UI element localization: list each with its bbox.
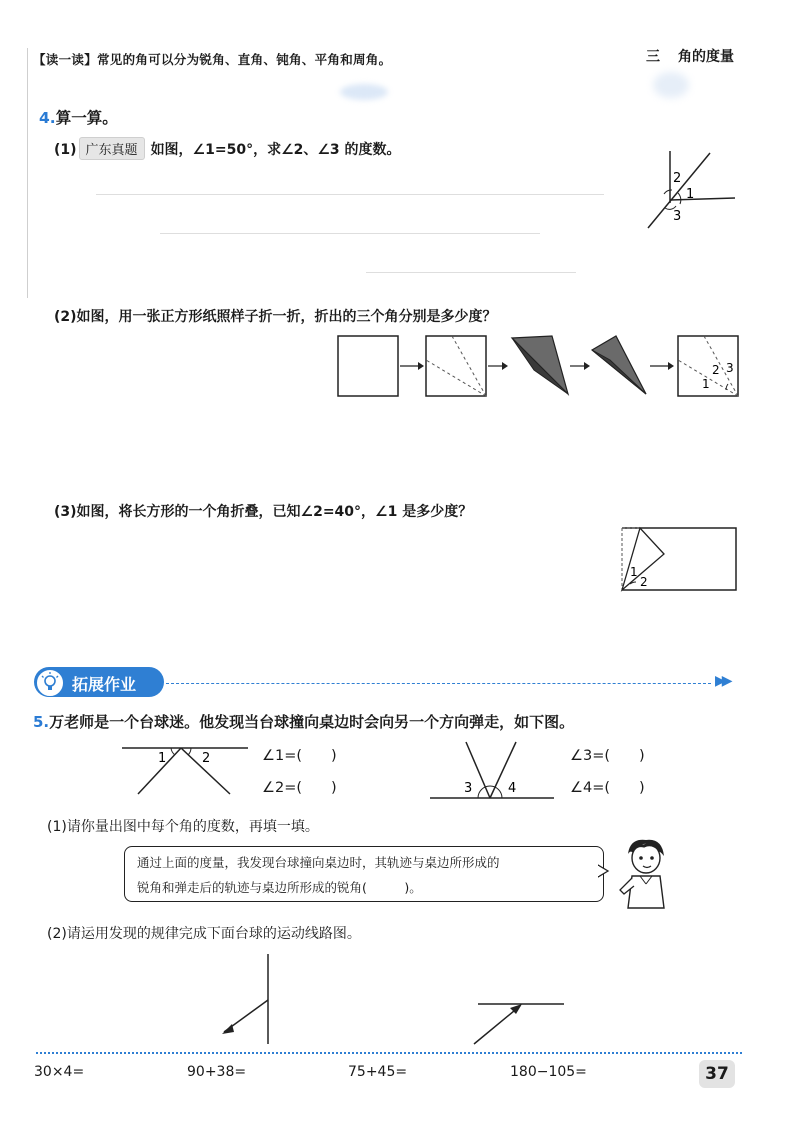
chapter-title: 角的度量 [678,49,734,65]
bubble-tail [598,864,610,878]
mental-calc-2: 90+38= [187,1064,247,1080]
extension-pill [34,667,164,697]
angle-label-2: 2 [640,575,648,589]
blank-angle-2[interactable]: ∠2=( ) [262,780,337,796]
paper-folding-figure [334,330,744,402]
billiard-figure-right [428,738,558,802]
billiard-task-2 [470,996,566,1048]
arrowhead [502,362,508,370]
question-5 [33,711,574,732]
arrowhead [418,362,424,370]
angle-arc [664,190,672,194]
angle-arc [678,193,681,204]
angle-label-3: 3 [726,361,734,375]
folded-paper-2 [592,336,646,394]
blank-angle-3[interactable]: ∠3=( ) [570,748,645,764]
q4-sub2: (2)如图，用一张正方形纸照样子折一折，折出的三个角分别是多少度？ [54,309,497,325]
answer-line[interactable] [160,233,540,234]
horizontal-ray [670,198,735,200]
question-title: 算一算。 [55,109,118,127]
angle-label-1: 1 [630,565,638,579]
q4-sub1 [54,137,401,160]
question-number: 4. [39,109,56,127]
angle-label-2: 2 [673,171,682,186]
square-paper [338,336,398,396]
answer-line[interactable] [96,194,604,195]
boy-avatar [614,836,674,912]
angle-label-2: 2 [712,363,720,377]
square-paper-fold-lines [426,336,486,396]
angle-label-3: 3 [673,209,682,224]
speech-bubble [124,846,604,902]
page-number: 37 [699,1060,735,1088]
blue-smudge [340,84,388,100]
extension-title: 拓展作业 [72,675,137,694]
question-text: 万老师是一个台球迷。他发现当台球撞向桌边时会向另一个方向弹走，如下图。 [49,713,575,731]
angle-label-4: 4 [508,781,517,796]
arrowhead [668,362,674,370]
bubble-line-2[interactable]: 锐角和弹走后的轨迹与桌边所形成的锐角( )。 [137,880,422,895]
answer-line[interactable] [366,272,576,273]
q5-sub2: (2)请运用发现的规律完成下面台球的运动线路图。 [47,926,361,942]
billiard-task-1 [214,950,278,1046]
mental-calc-4: 180−105= [510,1064,587,1080]
reading-tip: 【读一读】常见的角可以分为锐角、直角、钝角、平角和周角。 [33,52,392,67]
angle-arc [188,748,191,755]
lightbulb-icon [36,669,64,697]
angle-label-1: 1 [686,187,695,202]
arrowhead [584,362,590,370]
source-tag: 广东真题 [79,137,145,160]
bubble-line-1: 通过上面的度量，我发现台球撞向桌边时，其轨迹与桌边所形成的 [137,855,500,870]
angle-arc [171,748,175,755]
angle-label-1: 1 [158,751,167,766]
q4-sub3: (3)如图，将长方形的一个角折叠，已知∠2=40°，∠1 是多少度？ [54,504,473,520]
arrowhead [222,1024,234,1034]
question-4-title [39,106,118,128]
angle-label-2: 2 [202,751,211,766]
angle-label-1: 1 [702,377,710,391]
sub-label: (1) [54,142,77,158]
blank-angle-1[interactable]: ∠1=( ) [262,748,337,764]
mental-calc-3: 75+45= [348,1064,408,1080]
sub-text: 如图，∠1=50°，求∠2、∠3 的度数。 [150,142,401,158]
billiard-figure-left [118,738,252,798]
dashed-divider [166,683,711,684]
blue-smudge [653,72,689,98]
double-arrow-icon: ▶▶ [715,673,729,689]
margin-line [27,48,28,298]
intersecting-lines-figure [640,148,750,233]
chapter-heading [646,46,734,66]
chapter-number: 三 [646,49,660,65]
angle-label-3: 3 [464,781,473,796]
q5-sub1: (1)请你量出图中每个角的度数，再填一填。 [47,819,319,835]
question-number: 5. [33,713,50,731]
footer-divider [36,1052,742,1054]
rectangle-fold-figure [616,524,742,594]
mental-calc-1: 30×4= [34,1064,85,1080]
ball-path [474,1006,520,1044]
blank-angle-4[interactable]: ∠4=( ) [570,780,645,796]
